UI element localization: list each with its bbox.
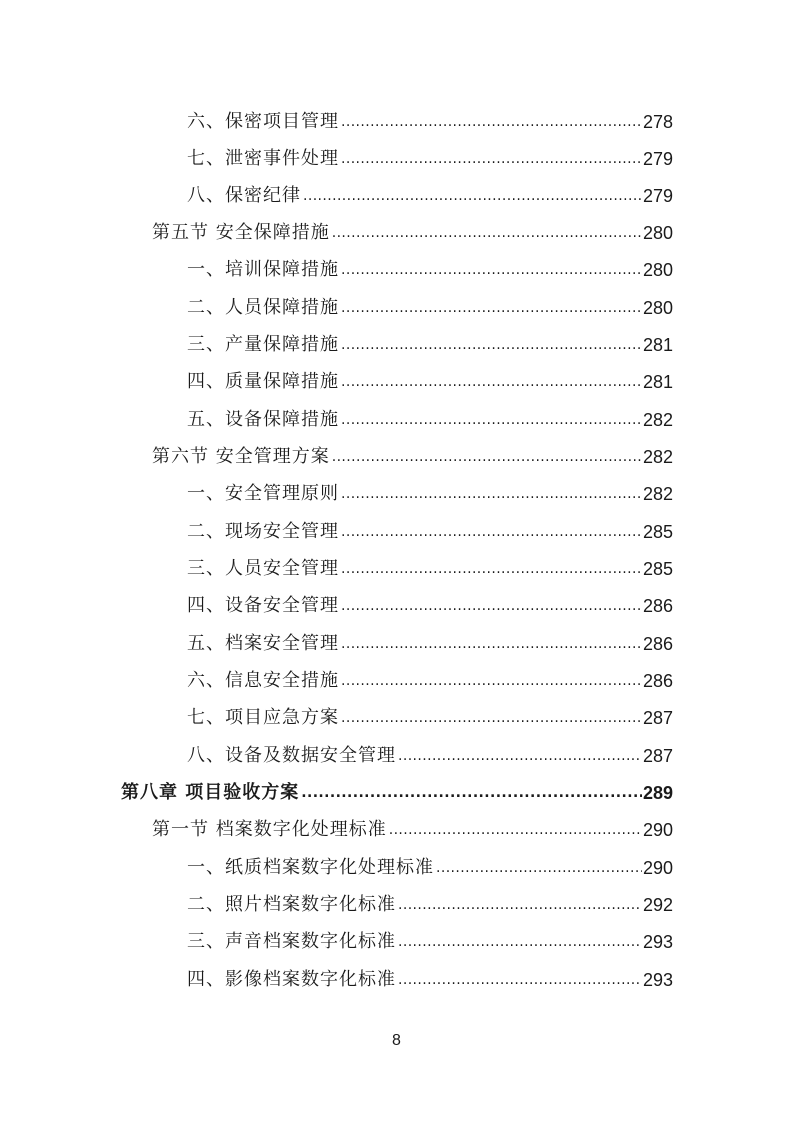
toc-entry-label: 五、档案安全管理 <box>187 633 339 654</box>
toc-entry-page: 285 <box>642 522 673 542</box>
toc-entry-page: 293 <box>642 932 673 952</box>
toc-entry-label: 四、设备安全管理 <box>187 595 339 616</box>
toc-entry-label: 七、项目应急方案 <box>187 707 339 728</box>
toc-entry-label: 第六节 安全管理方案 <box>152 446 330 467</box>
dot-leader <box>341 334 642 356</box>
toc-entry-page: 278 <box>642 112 673 132</box>
dot-leader <box>301 782 642 804</box>
toc-entry-page: 293 <box>642 970 673 990</box>
dot-leader <box>341 707 642 729</box>
toc-entry-label: 一、安全管理原则 <box>187 483 339 504</box>
dot-leader <box>341 371 642 393</box>
toc-entry-page: 282 <box>642 484 673 504</box>
toc-entry-label: 四、质量保障措施 <box>187 371 339 392</box>
toc-entry-label: 二、人员保障措施 <box>187 297 339 318</box>
toc-entry[interactable] <box>187 293 673 319</box>
toc-entry-page: 280 <box>642 223 673 243</box>
toc-entry-page: 280 <box>642 298 673 318</box>
toc-entry[interactable] <box>187 479 673 505</box>
toc-entry[interactable] <box>187 965 673 991</box>
toc-entry-label: 八、保密纪律 <box>187 185 301 206</box>
toc-entry-label: 三、人员安全管理 <box>187 558 339 579</box>
toc-entry-page: 290 <box>642 820 673 840</box>
toc-entry-page: 282 <box>642 447 673 467</box>
toc-entry[interactable] <box>152 815 673 841</box>
toc-entry-page: 279 <box>642 149 673 169</box>
toc-entry[interactable] <box>152 442 673 468</box>
dot-leader <box>389 819 642 841</box>
toc-entry[interactable] <box>187 330 673 356</box>
dot-leader <box>341 297 642 319</box>
toc-entry-label: 二、照片档案数字化标准 <box>187 894 396 915</box>
toc-entry-label: 一、培训保障措施 <box>187 259 339 280</box>
toc-entry[interactable] <box>187 554 673 580</box>
toc-entry-page: 285 <box>642 559 673 579</box>
dot-leader <box>332 446 642 468</box>
toc-entry[interactable] <box>187 591 673 617</box>
dot-leader <box>341 633 642 655</box>
dot-leader <box>303 185 642 207</box>
toc-entry-label: 第五节 安全保障措施 <box>152 222 330 243</box>
dot-leader <box>398 894 642 916</box>
toc-entry-label: 七、泄密事件处理 <box>187 148 339 169</box>
toc-entry[interactable] <box>187 741 673 767</box>
toc-entry[interactable] <box>187 703 673 729</box>
toc-entry[interactable] <box>152 218 673 244</box>
page-number: 8 <box>392 1032 401 1049</box>
toc-entry-label: 第八章 项目验收方案 <box>121 782 300 803</box>
toc-entry-label: 八、设备及数据安全管理 <box>187 745 396 766</box>
toc-entry[interactable] <box>121 778 673 804</box>
toc-entry-label: 六、信息安全措施 <box>187 670 339 691</box>
toc-entry[interactable] <box>187 144 673 170</box>
toc-entry-page: 287 <box>642 708 673 728</box>
toc-entry-label: 一、纸质档案数字化处理标准 <box>187 857 434 878</box>
dot-leader <box>332 222 642 244</box>
dot-leader <box>341 483 642 505</box>
toc-entry-page: 281 <box>642 372 673 392</box>
toc-entry-label: 五、设备保障措施 <box>187 409 339 430</box>
toc-entry-page: 279 <box>642 186 673 206</box>
toc-entry[interactable] <box>187 107 673 133</box>
toc-entry-page: 282 <box>642 410 673 430</box>
toc-entry[interactable] <box>187 890 673 916</box>
toc-entry-page: 290 <box>642 858 673 878</box>
dot-leader <box>341 595 642 617</box>
toc-entry[interactable] <box>187 405 673 431</box>
dot-leader <box>341 409 642 431</box>
toc-entry-label: 三、产量保障措施 <box>187 334 339 355</box>
toc-entry-label: 四、影像档案数字化标准 <box>187 969 396 990</box>
toc-entry-page: 286 <box>642 634 673 654</box>
dot-leader <box>341 558 642 580</box>
toc-entry-page: 292 <box>642 895 673 915</box>
toc-entry-label: 第一节 档案数字化处理标准 <box>152 819 387 840</box>
toc-entry[interactable] <box>187 517 673 543</box>
toc-entry[interactable] <box>187 367 673 393</box>
dot-leader <box>341 111 642 133</box>
toc-entry[interactable] <box>187 181 673 207</box>
dot-leader <box>398 969 642 991</box>
toc-entry-page: 286 <box>642 671 673 691</box>
toc-entry[interactable] <box>187 255 673 281</box>
toc-entry[interactable] <box>187 666 673 692</box>
dot-leader <box>341 670 642 692</box>
toc-entry[interactable] <box>187 629 673 655</box>
dot-leader <box>398 931 642 953</box>
dot-leader <box>341 521 642 543</box>
toc-entry-page: 280 <box>642 260 673 280</box>
toc-entry[interactable] <box>187 927 673 953</box>
toc-entry-page: 289 <box>642 783 673 803</box>
toc-entry-page: 286 <box>642 596 673 616</box>
dot-leader <box>341 148 642 170</box>
toc-entry-page: 281 <box>642 335 673 355</box>
dot-leader <box>436 857 642 879</box>
dot-leader <box>398 745 642 767</box>
toc-entry-label: 三、声音档案数字化标准 <box>187 931 396 952</box>
toc-entry-label: 二、现场安全管理 <box>187 521 339 542</box>
dot-leader <box>341 259 642 281</box>
toc-entry-page: 287 <box>642 746 673 766</box>
toc-entry-label: 六、保密项目管理 <box>187 111 339 132</box>
toc-entry[interactable] <box>187 853 673 879</box>
